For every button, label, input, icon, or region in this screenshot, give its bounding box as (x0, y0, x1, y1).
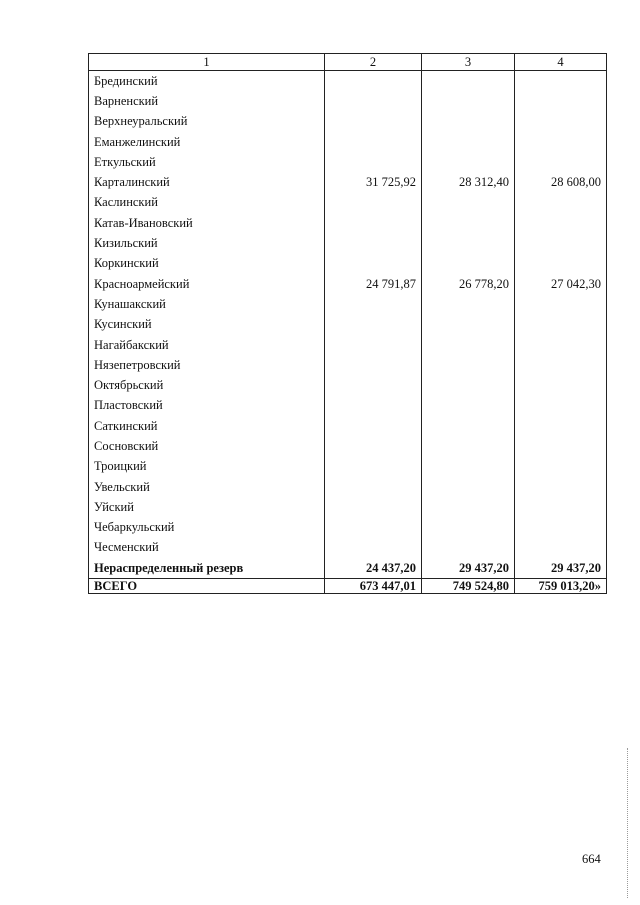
value-cell-col2 (325, 416, 422, 436)
value-cell-col2 (325, 71, 422, 92)
value-cell-col4 (515, 355, 607, 375)
table-row (89, 274, 607, 294)
district-name-cell: Катав-Ивановский (89, 213, 325, 233)
table-row (89, 213, 607, 233)
district-name-cell: Брединский (89, 71, 325, 92)
value-cell-col3 (422, 91, 515, 111)
district-name-cell: Варненский (89, 91, 325, 111)
table-row (89, 315, 607, 335)
district-name-cell: Уйский (89, 497, 325, 517)
table-row (89, 375, 607, 395)
value-cell-col2 (325, 335, 422, 355)
column-header-1: 1 (89, 54, 325, 71)
district-name-cell: Октябрьский (89, 375, 325, 395)
value-cell-col4 (515, 396, 607, 416)
value-cell-col2 (325, 538, 422, 558)
value-cell-col3 (422, 193, 515, 213)
value-cell-col3: 26 778,20 (422, 274, 515, 294)
value-cell-col4 (515, 132, 607, 152)
value-cell-col2 (325, 132, 422, 152)
value-cell-col3 (422, 457, 515, 477)
table-row (89, 132, 607, 152)
district-name-cell: Красноармейский (89, 274, 325, 294)
district-name-cell: Увельский (89, 477, 325, 497)
district-name-cell: Еманжелинский (89, 132, 325, 152)
value-cell-col3 (422, 416, 515, 436)
value-cell-col3 (422, 132, 515, 152)
table-row (89, 193, 607, 213)
value-cell-col2 (325, 518, 422, 538)
column-header-4: 4 (515, 54, 607, 71)
allocation-table (88, 53, 607, 594)
value-cell-col2 (325, 112, 422, 132)
table-header-row (89, 54, 607, 71)
value-cell-col4 (515, 152, 607, 172)
value-cell-col3 (422, 477, 515, 497)
value-cell-col2 (325, 315, 422, 335)
value-cell-col3 (422, 335, 515, 355)
district-name-cell: Саткинский (89, 416, 325, 436)
value-cell-col2 (325, 91, 422, 111)
district-name-cell: Верхнеуральский (89, 112, 325, 132)
district-name-cell: Пластовский (89, 396, 325, 416)
district-name-cell: Карталинский (89, 172, 325, 192)
table-row (89, 91, 607, 111)
table-body (89, 71, 607, 594)
district-name-cell: Кизильский (89, 233, 325, 253)
value-cell-col4: 29 437,20 (515, 558, 607, 579)
value-cell-col2 (325, 457, 422, 477)
value-cell-col4 (515, 233, 607, 253)
value-cell-col3 (422, 355, 515, 375)
total-row (89, 579, 607, 594)
page-number: 664 (582, 852, 601, 866)
value-cell-col3 (422, 315, 515, 335)
value-cell-col4 (515, 538, 607, 558)
margin-scan-mark (627, 748, 628, 898)
district-name-cell: Нераспределенный резерв (89, 558, 325, 579)
value-cell-col3 (422, 233, 515, 253)
district-name-cell: Чесменский (89, 538, 325, 558)
value-cell-col4 (515, 254, 607, 274)
value-cell-col4 (515, 315, 607, 335)
table-row (89, 518, 607, 538)
value-cell-col4 (515, 416, 607, 436)
value-cell-col2: 24 791,87 (325, 274, 422, 294)
district-name-cell: Троицкий (89, 457, 325, 477)
table-row (89, 396, 607, 416)
value-cell-col4 (515, 436, 607, 456)
value-cell-col2: 673 447,01 (325, 579, 422, 594)
value-cell-col4 (515, 193, 607, 213)
value-cell-col3 (422, 538, 515, 558)
table-row (89, 457, 607, 477)
value-cell-col3 (422, 152, 515, 172)
value-cell-col4: 759 013,20» (515, 579, 607, 594)
value-cell-col3 (422, 254, 515, 274)
value-cell-col2 (325, 355, 422, 375)
value-cell-col3 (422, 396, 515, 416)
district-name-cell: Коркинский (89, 254, 325, 274)
value-cell-col4 (515, 112, 607, 132)
value-cell-col2 (325, 477, 422, 497)
value-cell-col3 (422, 112, 515, 132)
value-cell-col2 (325, 193, 422, 213)
table-row (89, 416, 607, 436)
value-cell-col2: 31 725,92 (325, 172, 422, 192)
district-name-cell: Каслинский (89, 193, 325, 213)
value-cell-col4: 27 042,30 (515, 274, 607, 294)
value-cell-col4 (515, 91, 607, 111)
value-cell-col4 (515, 375, 607, 395)
value-cell-col2 (325, 375, 422, 395)
value-cell-col4 (515, 518, 607, 538)
table-row (89, 436, 607, 456)
value-cell-col2 (325, 233, 422, 253)
table-row (89, 172, 607, 192)
value-cell-col2 (325, 497, 422, 517)
table-row (89, 355, 607, 375)
district-name-cell: Кунашакский (89, 294, 325, 314)
value-cell-col3: 28 312,40 (422, 172, 515, 192)
table-row (89, 112, 607, 132)
value-cell-col4: 28 608,00 (515, 172, 607, 192)
district-name-cell: Нязепетровский (89, 355, 325, 375)
value-cell-col3 (422, 436, 515, 456)
table-row (89, 538, 607, 558)
value-cell-col2: 24 437,20 (325, 558, 422, 579)
table-row (89, 71, 607, 92)
district-name-cell: Нагайбакский (89, 335, 325, 355)
district-name-cell: Еткульский (89, 152, 325, 172)
value-cell-col2 (325, 396, 422, 416)
value-cell-col3 (422, 294, 515, 314)
value-cell-col3 (422, 375, 515, 395)
value-cell-col4 (515, 477, 607, 497)
table-row (89, 233, 607, 253)
value-cell-col3 (422, 71, 515, 92)
value-cell-col4 (515, 457, 607, 477)
district-name-cell: Чебаркульский (89, 518, 325, 538)
value-cell-col4 (515, 335, 607, 355)
value-cell-col2 (325, 152, 422, 172)
table-row (89, 254, 607, 274)
district-name-cell: Сосновский (89, 436, 325, 456)
value-cell-col3 (422, 213, 515, 233)
table-row (89, 477, 607, 497)
value-cell-col4 (515, 213, 607, 233)
value-cell-col3 (422, 518, 515, 538)
district-name-cell: ВСЕГО (89, 579, 325, 594)
value-cell-col3 (422, 497, 515, 517)
value-cell-col2 (325, 213, 422, 233)
reserve-row (89, 558, 607, 579)
column-header-2: 2 (325, 54, 422, 71)
value-cell-col3: 29 437,20 (422, 558, 515, 579)
table-row (89, 152, 607, 172)
table-row (89, 497, 607, 517)
value-cell-col4 (515, 294, 607, 314)
value-cell-col2 (325, 294, 422, 314)
value-cell-col4 (515, 71, 607, 92)
value-cell-col2 (325, 436, 422, 456)
value-cell-col4 (515, 497, 607, 517)
table-row (89, 335, 607, 355)
table-row (89, 294, 607, 314)
column-header-3: 3 (422, 54, 515, 71)
value-cell-col3: 749 524,80 (422, 579, 515, 594)
value-cell-col2 (325, 254, 422, 274)
district-name-cell: Кусинский (89, 315, 325, 335)
